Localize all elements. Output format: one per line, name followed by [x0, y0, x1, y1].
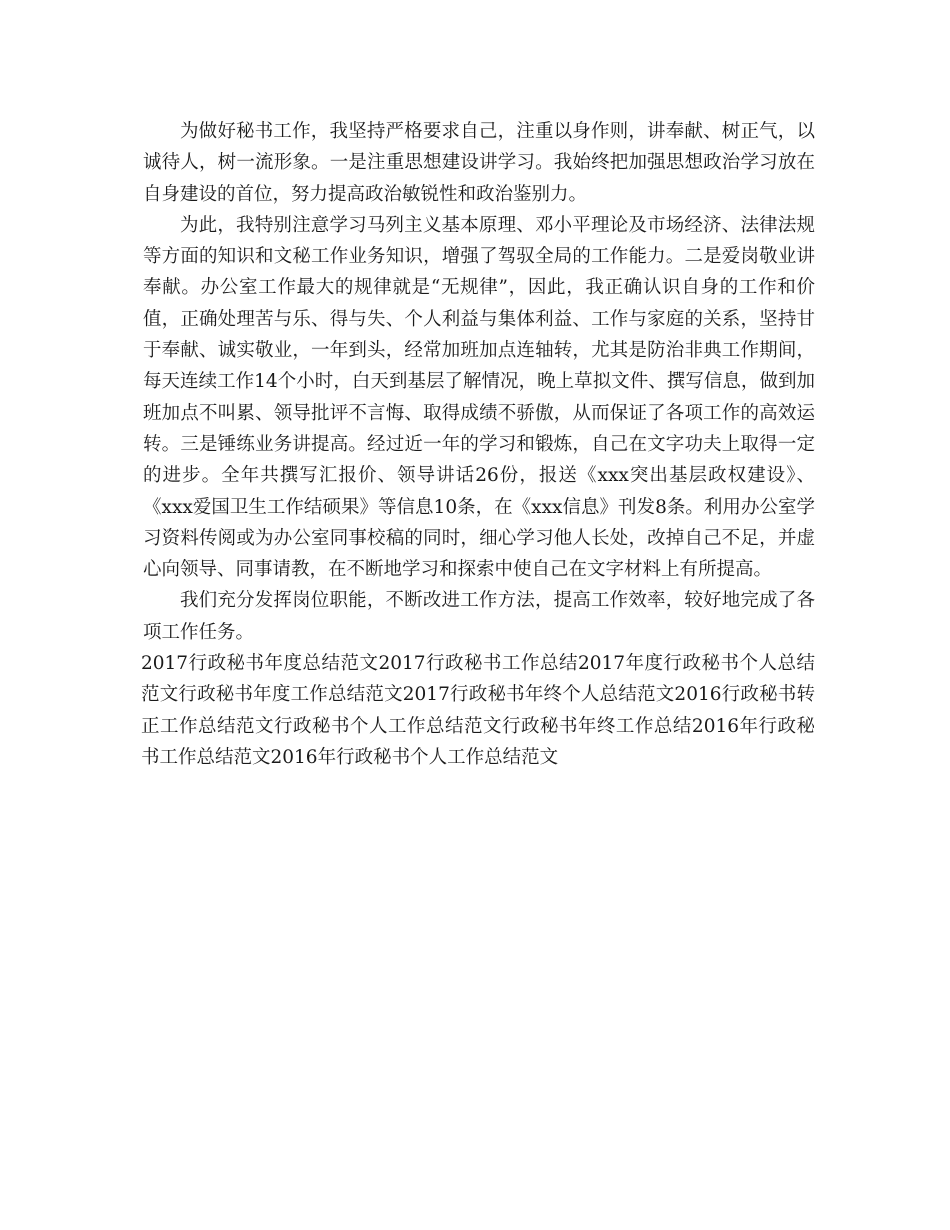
paragraph-self-discipline: 为做好秘书工作，我坚持严格要求自己，注重以身作则，讲奉献、树正气，以诚待人，树一流形象。一是注重思想建设讲学习。我始终把加强思想政治学习放在自身建设的首位，努力提高政治敏锐性和政治鉴别力。 — [143, 121, 815, 205]
paragraph-conclusion: 我们充分发挥岗位职能，不断改进工作方法，提高工作效率，较好地完成了各项工作任务。 — [143, 590, 815, 643]
document-body — [143, 116, 815, 773]
paragraph-study-and-dedication: 为此，我特别注意学习马列主义基本原理、邓小平理论及市场经济、法律法规等方面的知识和文秘工作业务知识，增强了驾驭全局的工作能力。二是爱岗敬业讲奉献。办公室工作最大的规律就是“无规律”，因此，我正确认识自身的工作和价值，正确处理苦与乐、得与失、个人利益与集体利益、工作与家庭的关系，坚持甘于奉献、诚实敬业，一年到头，经常加班加点连轴转，尤其是防治非典工作期间，每天连续工作14个小时，白天到基层了解情况，晚上草拟文件、撰写信息，做到加班加点不叫累、领导批评不言悔、取得成绩不骄傲，从而保证了各项工作的高效运转。三是锤练业务讲提高。经过近一年的学习和锻炼，自己在文字功夫上取得一定的进步。全年共撰写汇报价、领导讲话26份，报送《xxx突出基层政权建设》、《xxx爱国卫生工作结硕果》等信息10条，在《xxx信息》刊发8条。利用办公室学习资料传阅或为办公室同事校稿的同时，细心学习他人长处，改掉自己不足，并虚心向领导、同事请教，在不断地学习和探索中使自己在文字材料上有所提高。 — [143, 214, 815, 581]
related-articles-text: 2017行政秘书年度总结范文2017行政秘书工作总结2017年度行政秘书个人总结范文行政秘书年度工作总结范文2017行政秘书年终个人总结范文2016行政秘书转正工作总结范文行政秘书个人工作总结范文行政秘书年终工作总结2016年行政秘书工作总结范文2016年行政秘书个人工作总结范文 — [141, 653, 815, 768]
